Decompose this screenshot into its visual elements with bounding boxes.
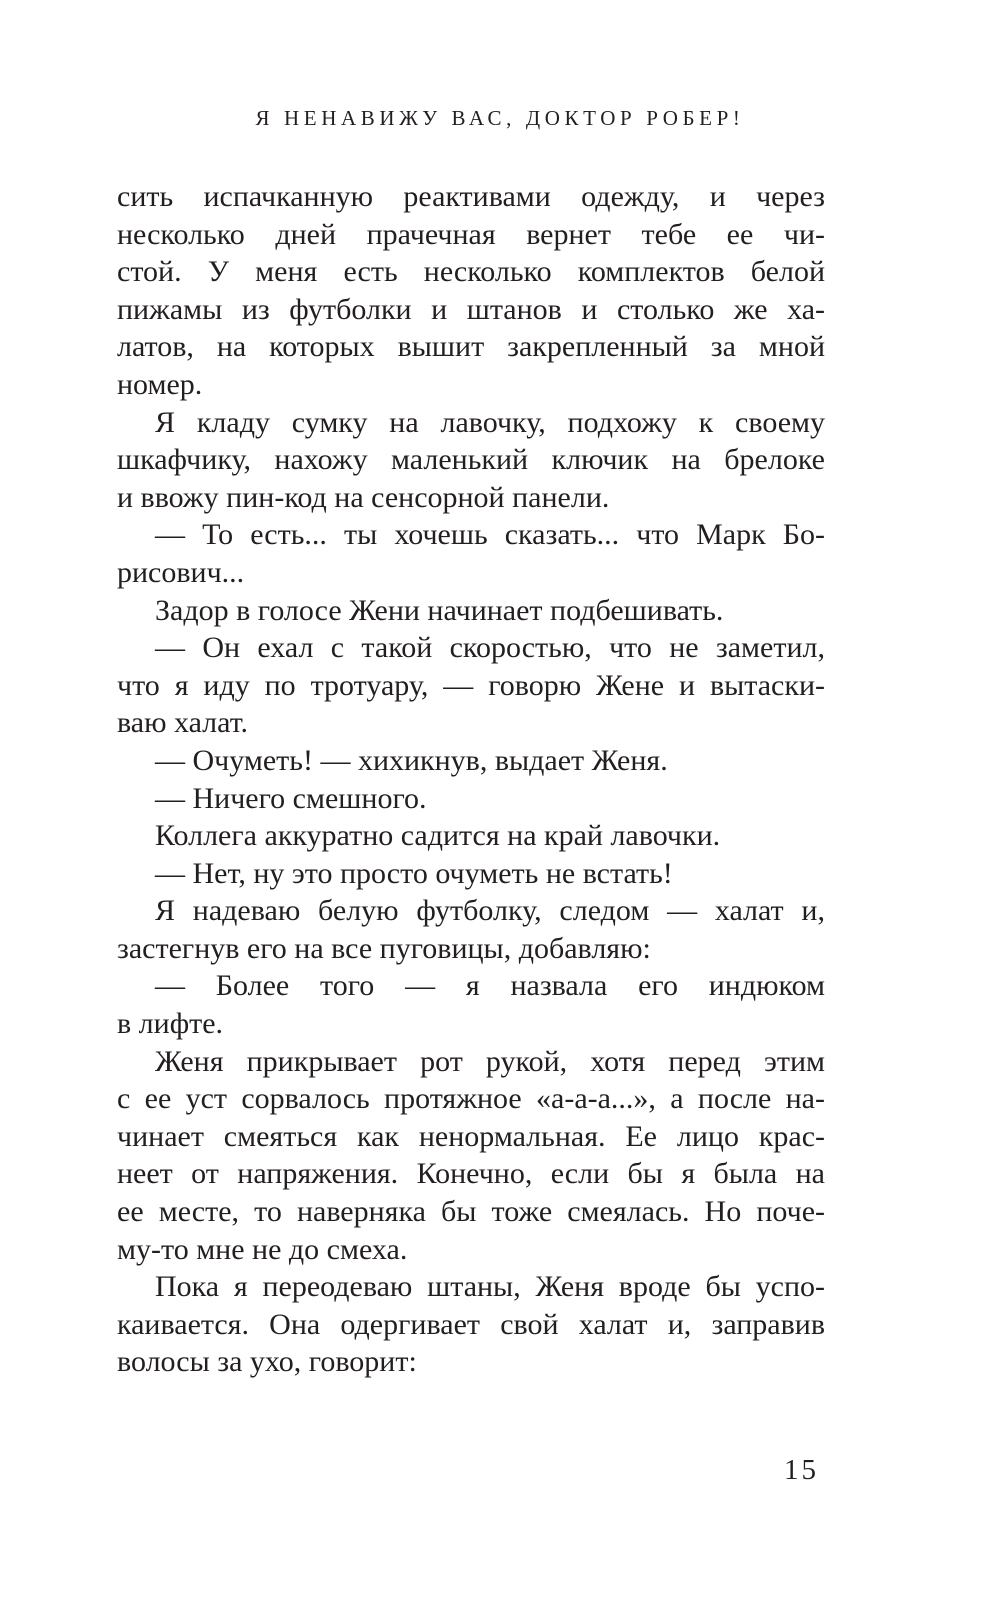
text-line: — Более того — я назвала его индюком [155, 969, 825, 1003]
text-line: неет от напряжения. Конечно, если бы я была на [117, 1157, 825, 1191]
body-text [117, 178, 825, 1381]
text-line: Задор в голосе Жени начинает подбешивать. [155, 593, 724, 627]
text-line: шкафчику, нахожу маленький ключик на брелоке [117, 443, 825, 477]
text-line: номер. [117, 367, 203, 401]
text-line: — Он ехал с такой скоростью, что не заметил, [155, 631, 825, 665]
text-line: Я кладу сумку на лавочку, подхожу к своему [155, 405, 825, 439]
text-line: Женя прикрывает рот рукой, хотя перед этим [155, 1044, 825, 1078]
text-line: ее месте, то наверняка бы тоже смеялась. Но поче- [117, 1195, 825, 1229]
text-line: рисович... [117, 555, 245, 589]
running-head: Я НЕНАВИЖУ ВАС, ДОКТОР РОБЕР! [255, 106, 745, 130]
text-line: в лифте. [117, 1007, 224, 1041]
text-line: Коллега аккуратно садится на край лавочки. [155, 819, 721, 853]
text-line: и ввожу пин-код на сенсорной панели. [117, 480, 610, 514]
text-line: с ее уст сорвалось протяжное «а-а-а...», а после на- [117, 1082, 825, 1116]
text-line: — Очуметь! — хихикнув, выдает Женя. [155, 743, 668, 777]
text-line: — То есть... ты хочешь сказать... что Марк Бо- [155, 518, 825, 552]
text-line: застегнув его на все пуговицы, добавляю: [117, 931, 651, 965]
text-line: чинает смеяться как ненормальная. Ее лицо крас- [117, 1119, 825, 1153]
text-line: латов, на которых вышит закрепленный за мной [117, 330, 825, 364]
text-line: — Нет, ну это просто очуметь не встать! [155, 856, 673, 890]
text-line: му-то мне не до смеха. [117, 1232, 408, 1266]
text-line: несколько дней прачечная вернет тебе ее чи- [117, 217, 825, 251]
text-line: стой. У меня есть несколько комплектов белой [117, 255, 825, 289]
text-line: что я иду по тротуару, — говорю Жене и вытаски- [117, 668, 825, 702]
text-line: ваю халат. [117, 706, 249, 740]
page-number: 15 [784, 1454, 819, 1486]
text-line: сить испачканную реактивами одежду, и через [117, 180, 825, 213]
text-line: Я надеваю белую футболку, следом — халат и, [155, 894, 825, 928]
text-line: — Ничего смешного. [155, 781, 427, 815]
text-line: волосы за ухо, говорит: [117, 1345, 417, 1379]
text-line: пижамы из футболки и штанов и столько же ха- [117, 292, 825, 326]
text-line: каивается. Она одергивает свой халат и, заправив [117, 1307, 825, 1341]
text-line: Пока я переодеваю штаны, Женя вроде бы успо- [155, 1270, 825, 1304]
